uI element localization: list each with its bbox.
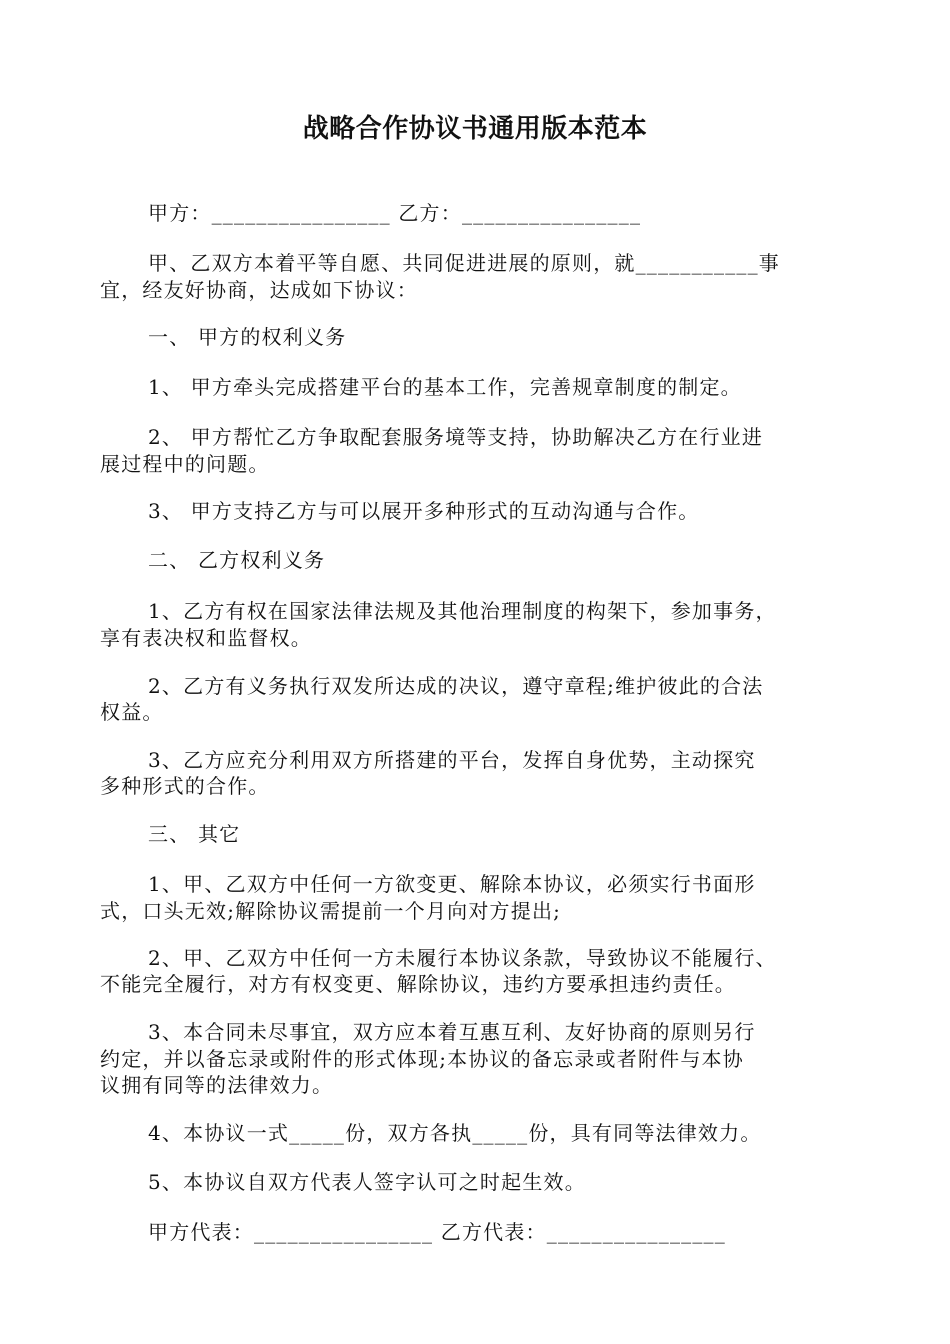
section-1-item-2-line-1: 2、 甲方帮忙乙方争取配套服务境等支持，协助解决乙方在行业进 xyxy=(148,425,764,449)
section-2-heading: 二、 乙方权利义务 xyxy=(148,548,326,572)
section-2-item-2-line-1: 2、乙方有义务执行双发所达成的决议，遵守章程;维护彼此的合法 xyxy=(148,674,764,698)
section-3-item-2-line-2: 不能完全履行，对方有权变更、解除协议，违约方要承担违约责任。 xyxy=(100,972,736,996)
section-3-item-4: 4、本协议一式_____份，双方各执_____份，具有同等法律效力。 xyxy=(148,1121,762,1145)
document-title: 战略合作协议书通用版本范本 xyxy=(302,114,648,144)
section-2-item-3-line-2: 多种形式的合作。 xyxy=(100,774,270,798)
section-2-item-1-line-1: 1、乙方有权在国家法律法规及其他治理制度的构架下，参加事务， xyxy=(148,599,777,623)
preamble-line-1: 甲、乙双方本着平等自愿、共同促进进展的原则，就___________事 xyxy=(148,251,780,275)
section-3-item-5: 5、本协议自双方代表人签字认可之时起生效。 xyxy=(148,1170,586,1194)
section-2-item-1-line-2: 享有表决权和监督权。 xyxy=(100,626,312,650)
section-3-item-1-line-1: 1、甲、乙双方中任何一方欲变更、解除本协议，必须实行书面形 xyxy=(148,872,756,896)
party-names-line: 甲方：________________ 乙方：________________ xyxy=(148,201,642,225)
representative-signature-line: 甲方代表：________________ 乙方代表：________________ xyxy=(148,1220,726,1244)
section-2-item-2-line-2: 权益。 xyxy=(100,700,164,724)
section-3-heading: 三、 其它 xyxy=(148,822,241,846)
section-3-item-3-line-3: 议拥有同等的法律效力。 xyxy=(100,1073,334,1097)
section-1-heading: 一、 甲方的权利义务 xyxy=(148,325,347,349)
section-1-item-2-line-2: 展过程中的问题。 xyxy=(100,452,270,476)
section-3-item-1-line-2: 式，口头无效;解除协议需提前一个月向对方提出; xyxy=(100,899,562,923)
preamble-line-2: 宜，经友好协商，达成如下协议： xyxy=(100,278,418,302)
section-3-item-3-line-2: 约定，并以备忘录或附件的形式体现;本协议的备忘录或者附件与本协 xyxy=(100,1047,744,1071)
section-1-item-3: 3、 甲方支持乙方与可以展开多种形式的互动沟通与合作。 xyxy=(148,499,700,523)
section-3-item-3-line-1: 3、本合同未尽事宜，双方应本着互惠互利、友好协商的原则另行 xyxy=(148,1020,756,1044)
section-2-item-3-line-1: 3、乙方应充分利用双方所搭建的平台，发挥自身优势，主动探究 xyxy=(148,748,756,772)
section-1-item-1: 1、 甲方牵头完成搭建平台的基本工作，完善规章制度的制定。 xyxy=(148,375,742,399)
section-3-item-2-line-1: 2、甲、乙双方中任何一方未履行本协议条款，导致协议不能履行、 xyxy=(148,946,777,970)
